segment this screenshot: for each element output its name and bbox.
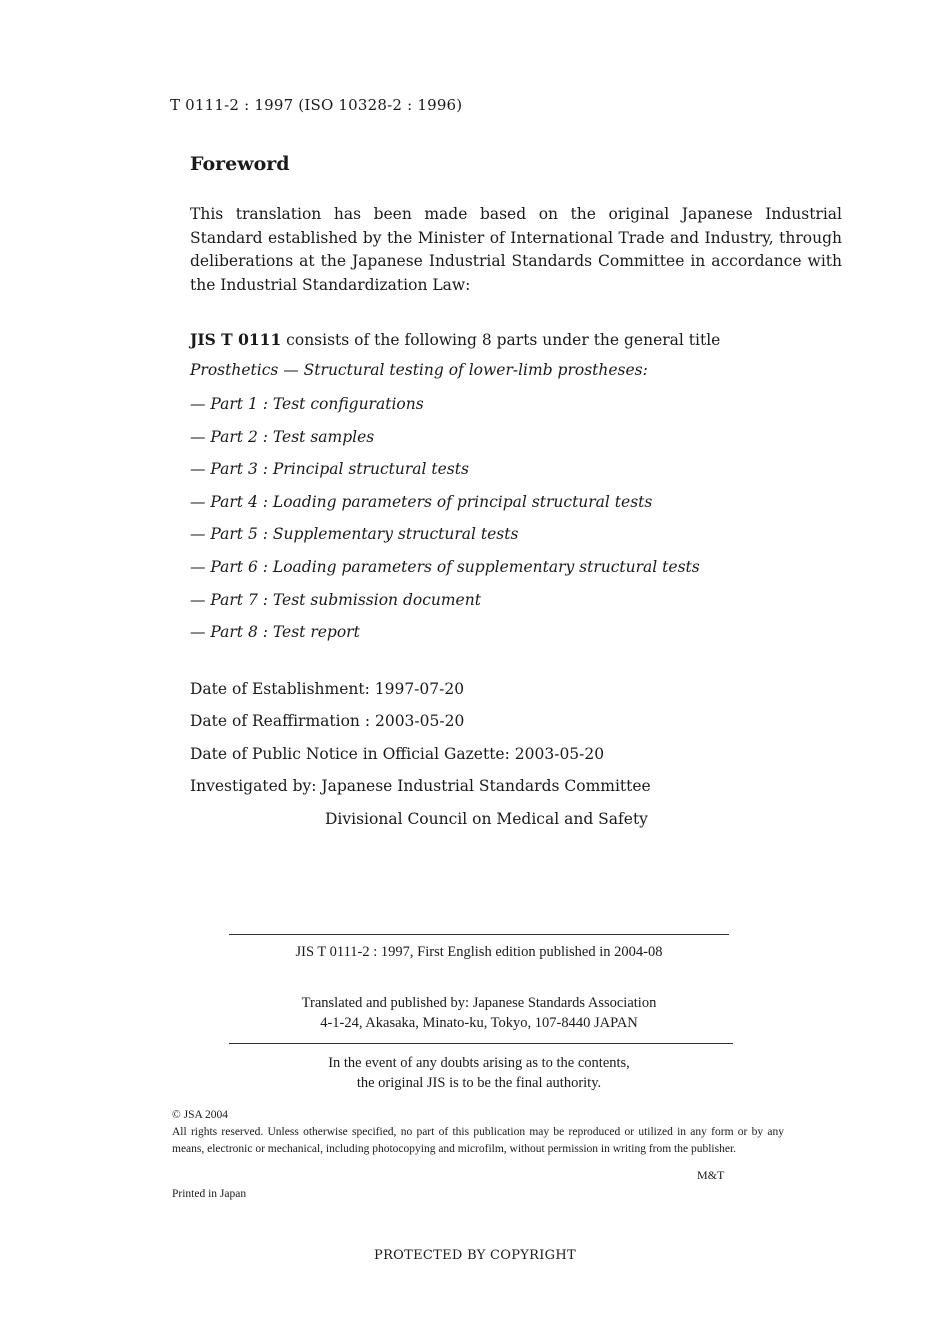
standard-designation: T 0111-2 : 1997 (ISO 10328-2 : 1996): [170, 96, 463, 114]
part-item: — Part 3 : Principal structural tests: [190, 460, 469, 479]
date-establishment: Date of Establishment: 1997-07-20: [190, 680, 465, 698]
part-item: — Part 4 : Loading parameters of principal structural tests: [190, 492, 653, 511]
publisher-address: 4-1-24, Akasaka, Minato-ku, Tokyo, 107-8440 JAPAN: [320, 1015, 638, 1031]
divider-top: [229, 934, 729, 935]
part-item: — Part 5 : Supplementary structural tests: [190, 525, 519, 544]
foreword-paragraph: This translation has been made based on the original Japanese Industrial Standard established by the Minister of International Trade and Industry, through deliberations at the Japanese Industrial Standards Committee in accordance with the Industrial Standardization Law:: [190, 205, 842, 294]
publisher-block: [229, 993, 729, 1033]
investigated-by: Investigated by: Japanese Industrial Standards Committee: [190, 777, 651, 796]
parts-intro-text: consists of the following 8 parts under the general title: [281, 331, 721, 349]
authority-notice: [229, 1053, 729, 1093]
authority-notice-line2: the original JIS is to be the final authority.: [356, 1075, 602, 1091]
rights-statement: All rights reserved. Unless otherwise specified, no part of this publication may be reproduced or utilized in any form or by any means, electronic or mechanical, including photocopying and microfilm, without permission in writing from the publisher.: [172, 1126, 784, 1155]
date-reaffirmation: Date of Reaffirmation : 2003-05-20: [190, 712, 465, 731]
dates-block: [190, 678, 651, 840]
authority-notice-line1: In the event of any doubts arising as to the contents,: [328, 1055, 630, 1071]
copyright-notice: © JSA 2004: [172, 1109, 229, 1121]
part-item: — Part 2 : Test samples: [190, 427, 375, 446]
translated-by: Translated and published by: Japanese Standards Association: [301, 995, 657, 1011]
date-public-notice: Date of Public Notice in Official Gazette: 2003-05-20: [190, 744, 605, 763]
investigating-council: Divisional Council on Medical and Safety: [325, 809, 648, 828]
printer-code: M&T: [697, 1168, 725, 1182]
standard-number: JIS T 0111: [190, 330, 282, 349]
foreword-heading: Foreword: [190, 153, 290, 175]
general-title: Prosthetics — Structural testing of lower-limb prostheses:: [190, 361, 648, 379]
divider-bottom: [229, 1043, 733, 1044]
edition-line: JIS T 0111-2 : 1997, First English edition published in 2004-08: [295, 944, 663, 960]
part-item: — Part 8 : Test report: [190, 623, 360, 642]
printed-in: Printed in Japan: [172, 1188, 247, 1200]
parts-list: [190, 393, 700, 654]
parts-intro: [190, 330, 720, 349]
part-item: — Part 6 : Loading parameters of supplementary structural tests: [190, 557, 700, 576]
part-item: — Part 7 : Test submission document: [190, 590, 481, 609]
protected-notice: PROTECTED BY COPYRIGHT: [374, 1248, 576, 1263]
part-item: — Part 1 : Test configurations: [190, 395, 424, 413]
